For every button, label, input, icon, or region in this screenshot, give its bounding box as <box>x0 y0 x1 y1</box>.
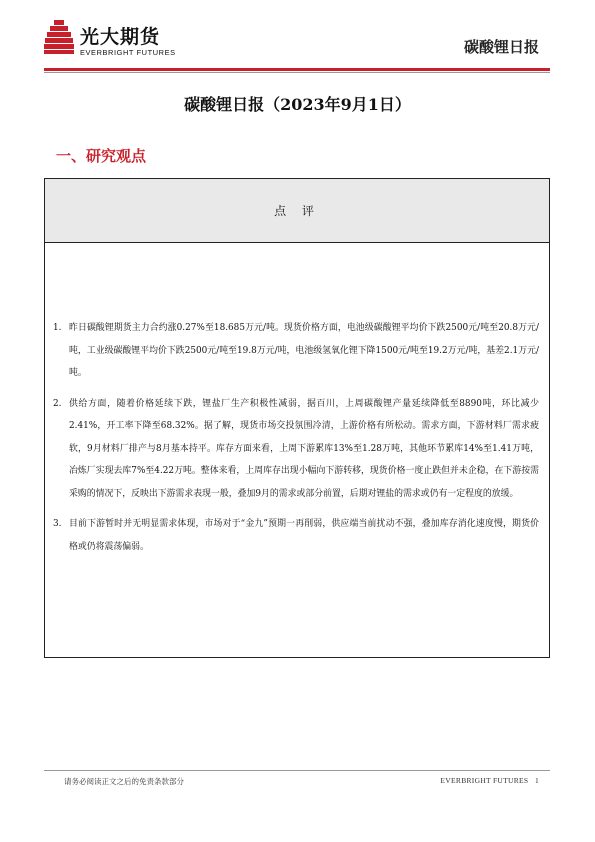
section-heading: 一、研究观点 <box>56 147 147 165</box>
item-number: 2. <box>53 398 62 409</box>
header-divider-thin <box>44 72 550 73</box>
header-divider <box>44 68 550 71</box>
item-text: 昨日碳酸锂期货主力合约涨0.27%至18.685万元/吨。现货价格方面，电池级碳酸锂平均价下跌2500元/吨至20.8万元/吨，工业级碳酸锂平均价下跌2500元/吨至19.8万元/吨，电池级氢氧化锂下降1500元/吨至19.2万元/吨，基差2.1万元/吨。 <box>69 323 539 378</box>
footer-brand: EVERBRIGHT FUTURES <box>440 776 529 785</box>
commentary-item <box>53 513 539 558</box>
commentary-table <box>44 178 550 658</box>
commentary-header-label: 点 评 <box>274 204 320 218</box>
page-number: 1 <box>534 776 539 785</box>
everbright-logo-icon <box>44 20 74 54</box>
commentary-list <box>53 317 539 566</box>
footer-brand-page <box>440 776 539 785</box>
commentary-item <box>53 393 539 506</box>
commentary-item <box>53 317 539 385</box>
commentary-header <box>45 179 549 243</box>
item-number: 3. <box>53 519 62 529</box>
footer-disclaimer: 请务必阅读正文之后的免责条款部分 <box>64 777 184 786</box>
document-title: 碳酸锂日报（2023年9月1日） <box>184 95 411 114</box>
item-text: 目前下游暂时并无明显需求体现，市场对于“金九”预期一再削弱，供应端当前扰动不强，叠加库存消化速度慢，期货价格或仍将震荡偏弱。 <box>69 519 539 552</box>
logo-chinese-name: 光大期货 <box>80 26 161 48</box>
logo-english-name: EVERBRIGHT FUTURES <box>80 48 176 57</box>
item-text: 供给方面，随着价格延续下跌，锂盐厂生产积极性减弱，据百川，上周碳酸锂产量延续降低至8890吨，环比减少2.41%，开工率下降至68.32%。据了解，现货市场交投氛围冷清，上游价格有所松动。需求方面，下游材料厂需求疲软，9月材料厂排产与8月基本持平。库存方面来看，上周下游累库13%至1.28万吨，其他环节累库14%至1.41万吨，冶炼厂实现去库7%至4.22万吨。整体来看，上周库存出现小幅向下游转移，现货价格一度止跌但并未企稳，在下游按需采购的情况下，反映出下游需求表现一般，叠加9月的需求或部分前置，后期对锂盐的需求或仍有一定程度的放缓。 <box>69 398 539 499</box>
company-logo <box>44 18 184 62</box>
footer-divider <box>44 770 550 771</box>
report-name: 碳酸锂日报 <box>463 38 539 56</box>
item-number: 1. <box>53 323 62 333</box>
